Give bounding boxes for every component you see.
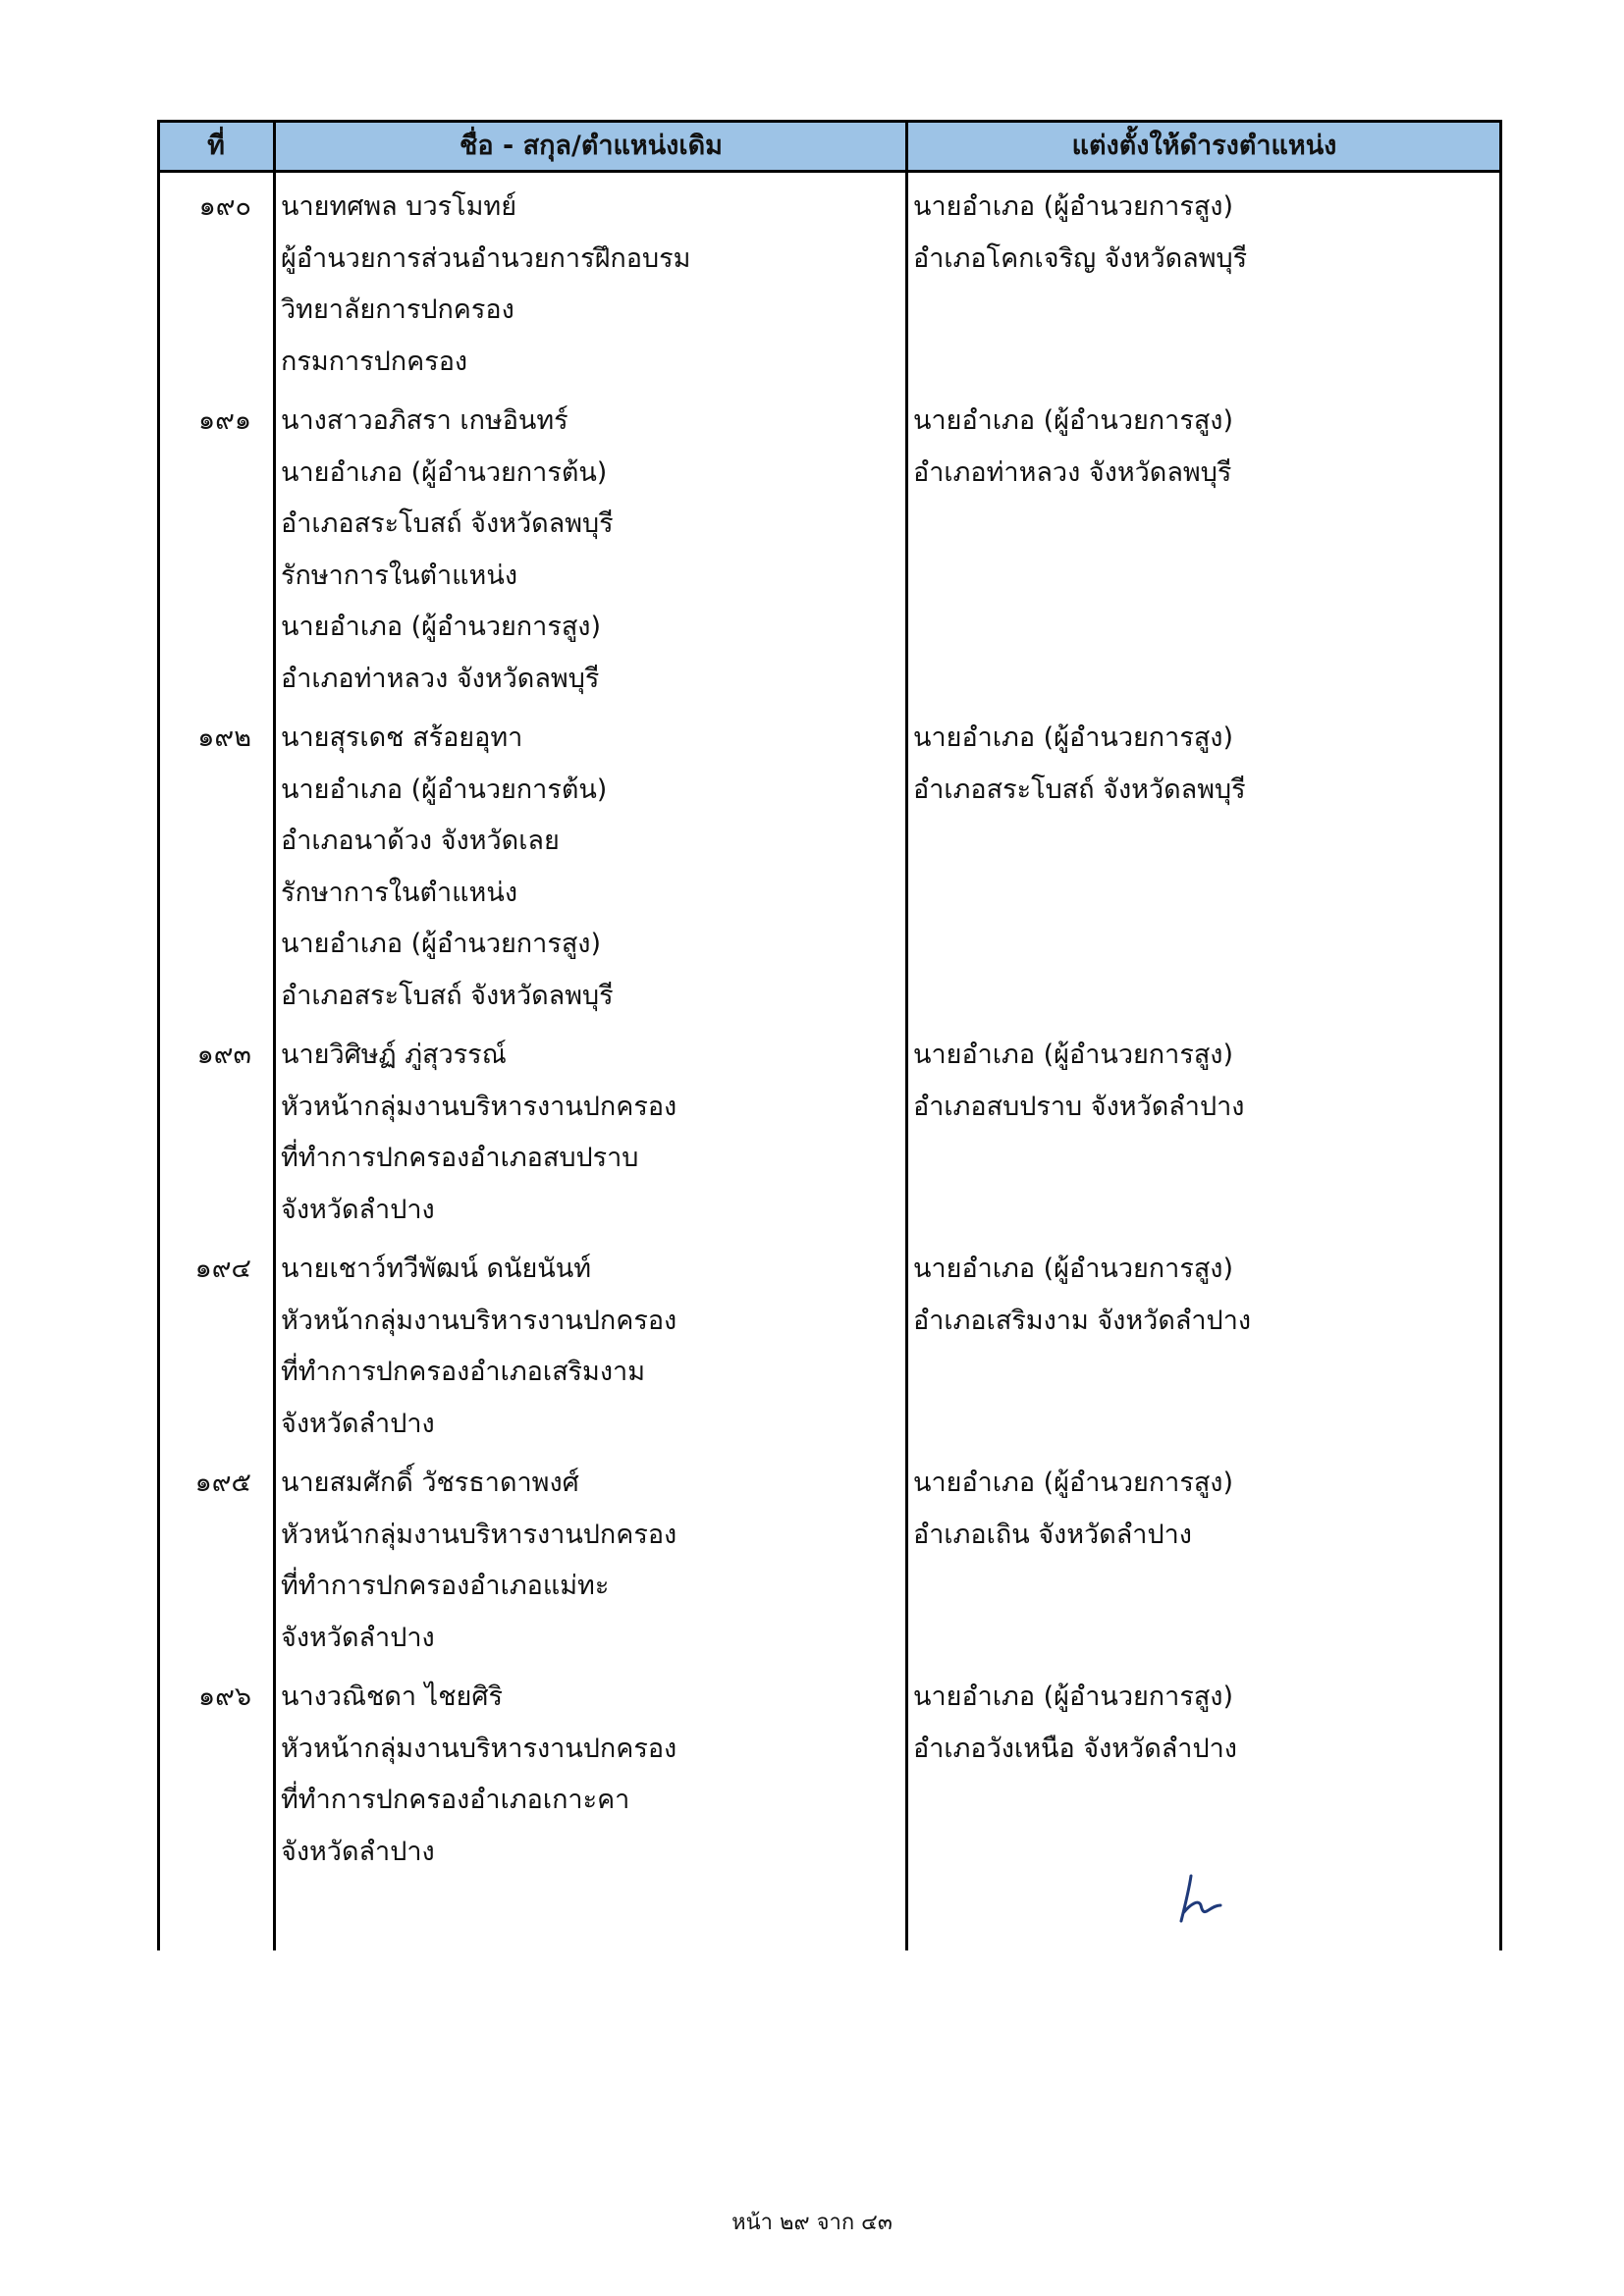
new-position-line: อำเภอสบปราบ จังหวัดลำปาง xyxy=(913,1091,1245,1122)
old-position-line: กรมการปกครอง xyxy=(281,346,468,377)
old-position-line: จังหวัดลำปาง xyxy=(281,1622,435,1653)
person-name: นางวณิชดา ไชยศิริ xyxy=(281,1682,503,1712)
old-position-line: จังหวัดลำปาง xyxy=(281,1836,435,1867)
old-position-cell xyxy=(281,713,899,1022)
row-number: ๑๙๐ xyxy=(198,191,251,222)
old-position-line: จังหวัดลำปาง xyxy=(281,1194,435,1225)
header-old-position: ชื่อ - สกุล/ตำแหน่งเดิม xyxy=(460,131,723,161)
old-position-line: ที่ทำการปกครองอำเภอเสริมงาม xyxy=(281,1357,645,1387)
old-position-cell xyxy=(281,1244,899,1450)
table-divider-2 xyxy=(905,120,908,1950)
new-position-line: อำเภอวังเหนือ จังหวัดลำปาง xyxy=(913,1733,1237,1764)
new-position-cell xyxy=(913,182,1492,285)
new-position-line: อำเภอสระโบสถ์ จังหวัดลพบุรี xyxy=(913,774,1246,805)
table-divider-1 xyxy=(273,120,276,1950)
person-name: นายเชาว์ทวีพัฒน์ ดนัยนันท์ xyxy=(281,1254,592,1284)
old-position-line: ที่ทำการปกครองอำเภอแม่ทะ xyxy=(281,1571,610,1601)
old-position-line: หัวหน้ากลุ่มงานบริหารงานปกครอง xyxy=(281,1091,677,1122)
new-position-cell xyxy=(913,1030,1492,1133)
old-position-line: จังหวัดลำปาง xyxy=(281,1408,435,1439)
new-position-line: อำเภอท่าหลวง จังหวัดลพบุรี xyxy=(913,456,1232,488)
table-border-right xyxy=(1499,120,1502,1950)
old-position-cell xyxy=(281,1030,899,1236)
new-position-cell xyxy=(913,1244,1492,1347)
old-position-line: ที่ทำการปกครองอำเภอเกาะคา xyxy=(281,1785,630,1815)
person-name: นางสาวอภิสรา เกษอินทร์ xyxy=(281,405,568,436)
old-position-line: ผู้อำนวยการส่วนอำนวยการฝึกอบรม xyxy=(281,242,691,274)
new-position-cell xyxy=(913,1672,1492,1775)
old-position-line: ที่ทำการปกครองอำเภอสบปราบ xyxy=(281,1143,639,1173)
new-position-cell xyxy=(913,713,1492,816)
row-number: ๑๙๑ xyxy=(197,405,251,436)
old-position-line: หัวหน้ากลุ่มงานบริหารงานปกครอง xyxy=(281,1519,677,1550)
new-position-line: นายอำเภอ (ผู้อำนวยการสูง) xyxy=(913,405,1234,436)
new-position-cell xyxy=(913,396,1492,499)
new-position-line: นายอำเภอ (ผู้อำนวยการสูง) xyxy=(913,722,1234,753)
old-position-line: อำเภอนาด้วง จังหวัดเลย xyxy=(281,826,560,856)
old-position-line: นายอำเภอ (ผู้อำนวยการต้น) xyxy=(281,774,608,805)
old-position-line: อำเภอสระโบสถ์ จังหวัดลพบุรี xyxy=(281,980,614,1011)
new-position-line: อำเภอเสริมงาม จังหวัดลำปาง xyxy=(913,1305,1252,1336)
old-position-line: รักษาการในตำแหน่ง xyxy=(281,877,517,908)
old-position-line: วิทยาลัยการปกครอง xyxy=(281,294,514,325)
old-position-line: อำเภอท่าหลวง จังหวัดลพบุรี xyxy=(281,663,600,694)
row-number: ๑๙๖ xyxy=(197,1682,251,1712)
header-new-position: แต่งตั้งให้ดำรงตำแหน่ง xyxy=(1071,131,1337,161)
row-number: ๑๙๒ xyxy=(197,722,251,753)
old-position-line: นายอำเภอ (ผู้อำนวยการสูง) xyxy=(281,929,602,959)
row-number: ๑๙๓ xyxy=(196,1040,251,1070)
old-position-cell xyxy=(281,396,899,705)
old-position-line: อำเภอสระโบสถ์ จังหวัดลพบุรี xyxy=(281,508,614,539)
new-position-line: นายอำเภอ (ผู้อำนวยการสูง) xyxy=(913,191,1234,222)
new-position-line: นายอำเภอ (ผู้อำนวยการสูง) xyxy=(913,1468,1234,1498)
old-position-line: นายอำเภอ (ผู้อำนวยการสูง) xyxy=(281,612,602,642)
new-position-line: นายอำเภอ (ผู้อำนวยการสูง) xyxy=(913,1254,1234,1284)
header-no: ที่ xyxy=(207,131,225,161)
old-position-line: รักษาการในตำแหน่ง xyxy=(281,560,517,591)
old-position-cell xyxy=(281,182,899,388)
new-position-line: นายอำเภอ (ผู้อำนวยการสูง) xyxy=(913,1040,1234,1070)
table-border-left xyxy=(157,120,160,1950)
old-position-cell xyxy=(281,1458,899,1664)
person-name: นายสุรเดช สร้อยอุทา xyxy=(281,722,523,753)
old-position-line: นายอำเภอ (ผู้อำนวยการต้น) xyxy=(281,456,608,488)
person-name: นายทศพล บวรโมทย์ xyxy=(281,191,517,222)
appointment-table xyxy=(157,120,1502,1950)
new-position-line: นายอำเภอ (ผู้อำนวยการสูง) xyxy=(913,1682,1234,1712)
new-position-cell xyxy=(913,1458,1492,1561)
old-position-cell xyxy=(281,1672,899,1878)
new-position-line: อำเภอเถิน จังหวัดลำปาง xyxy=(913,1519,1192,1550)
person-name: นายวิศิษฏ์ ภู่สุวรรณ์ xyxy=(281,1040,507,1070)
signature-mark xyxy=(1173,1870,1232,1929)
page-number: หน้า ๒๙ จาก ๔๓ xyxy=(731,2211,893,2235)
row-number: ๑๙๕ xyxy=(194,1468,251,1498)
row-number: ๑๙๔ xyxy=(194,1254,251,1284)
old-position-line: หัวหน้ากลุ่มงานบริหารงานปกครอง xyxy=(281,1733,677,1764)
table-header xyxy=(157,120,1502,173)
person-name: นายสมศักดิ์ วัชรธาดาพงศ์ xyxy=(281,1468,579,1498)
new-position-line: อำเภอโคกเจริญ จังหวัดลพบุรี xyxy=(913,242,1248,274)
old-position-line: หัวหน้ากลุ่มงานบริหารงานปกครอง xyxy=(281,1305,677,1336)
